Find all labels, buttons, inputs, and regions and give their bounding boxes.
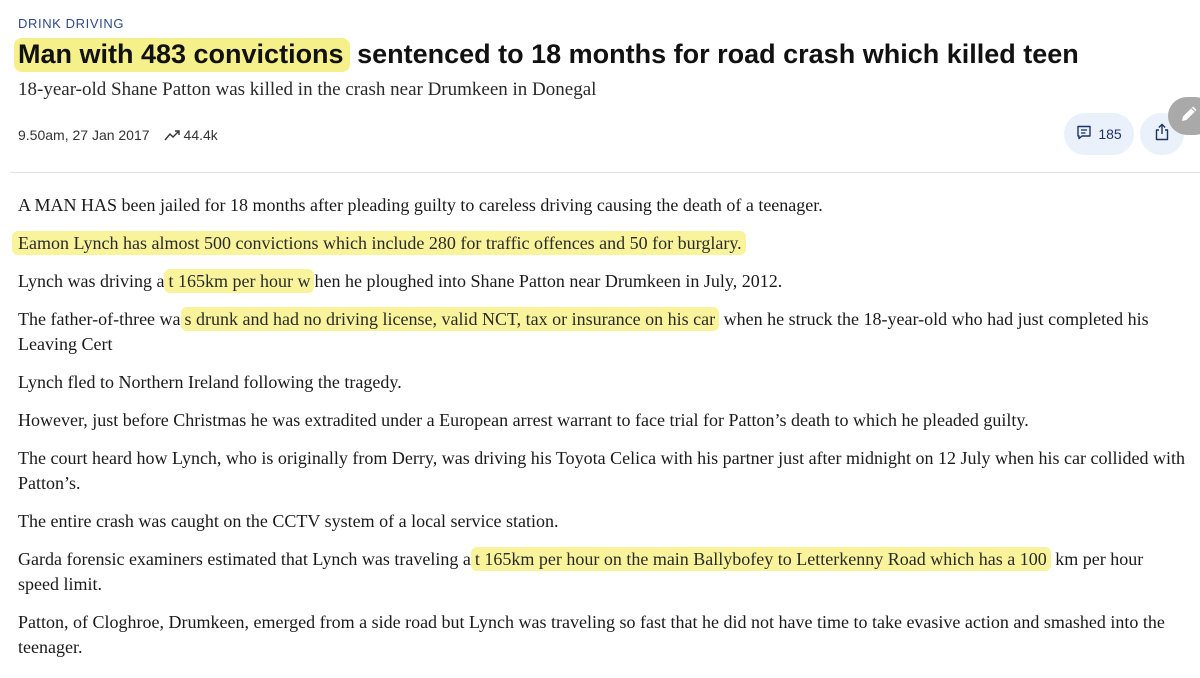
trending-up-icon: [164, 129, 181, 141]
highlighted-text: t 165km per hour w: [164, 269, 314, 293]
highlighted-text: t 165km per hour on the main Ballybofey to Letterkenny Road which has a 100: [471, 547, 1051, 571]
highlighted-text: s drunk and had no driving license, valid NCT, tax or insurance on his car: [181, 307, 720, 331]
share-icon: [1154, 123, 1170, 146]
paragraph-text: A MAN HAS been jailed for 18 months after pleading guilty to careless driving causing the death of a teenager.: [18, 195, 823, 215]
paragraph-text: Lynch was driving a: [18, 271, 165, 291]
paragraph: [18, 370, 1188, 395]
paragraph-text: when he struck the 18-year-old who had just completed his Leaving Cert: [18, 309, 1149, 354]
article-subheadline: 18-year-old Shane Patton was killed in the crash near Drumkeen in Donegal: [18, 79, 597, 100]
paragraph-text: hen he ploughed into Shane Patton near Drumkeen in July, 2012.: [314, 271, 783, 291]
paragraph-text: The father-of-three wa: [18, 309, 181, 329]
paragraph: [18, 231, 1188, 256]
article-meta: [18, 127, 218, 143]
headline-rest: sentenced to 18 months for road crash which killed teen: [349, 39, 1079, 69]
article-timestamp: 9.50am, 27 Jan 2017: [18, 127, 150, 143]
comments-button[interactable]: [1064, 113, 1134, 155]
paragraph: [18, 193, 1188, 218]
header-divider: [10, 172, 1200, 173]
paragraph: [18, 307, 1188, 357]
paragraph-text: Garda forensic examiners estimated that Lynch was traveling a: [18, 549, 471, 569]
paragraph: [18, 269, 1188, 294]
paragraph: [18, 509, 1188, 534]
view-count-value: 44.4k: [183, 127, 218, 143]
paragraph: [18, 610, 1188, 660]
paragraph-text: However, just before Christmas he was extradited under a European arrest warrant to face trial for Patton’s death to which he pleaded guilty.: [18, 410, 1029, 430]
comment-icon: [1076, 125, 1092, 143]
article-body: [18, 193, 1188, 673]
paragraph-text: km per hour speed limit.: [18, 549, 1144, 594]
edit-button[interactable]: [1168, 97, 1200, 135]
article-category[interactable]: DRINK DRIVING: [18, 16, 125, 31]
headline-highlight: Man with 483 convictions: [14, 38, 350, 72]
paragraph-text: The entire crash was caught on the CCTV system of a local service station.: [18, 511, 559, 531]
paragraph-text: Patton, of Cloghroe, Drumkeen, emerged from a side road but Lynch was traveling so fast that he did not have time to take evasive action and smashed into the teenager.: [18, 612, 1165, 657]
paragraph: [18, 408, 1188, 433]
pencil-icon: [1178, 103, 1200, 130]
paragraph-text: Lynch fled to Northern Ireland following the tragedy.: [18, 372, 402, 392]
highlighted-text: Eamon Lynch has almost 500 convictions which include 280 for traffic offences and 50 for burglary.: [12, 231, 746, 255]
paragraph: [18, 446, 1188, 496]
view-count: [164, 127, 218, 143]
paragraph: [18, 547, 1188, 597]
comment-count: 185: [1098, 126, 1122, 142]
article-headline: [18, 38, 1188, 70]
paragraph-text: The court heard how Lynch, who is originally from Derry, was driving his Toyota Celica with his partner just after midnight on 12 July when his car collided with Patton’s.: [18, 448, 1186, 493]
